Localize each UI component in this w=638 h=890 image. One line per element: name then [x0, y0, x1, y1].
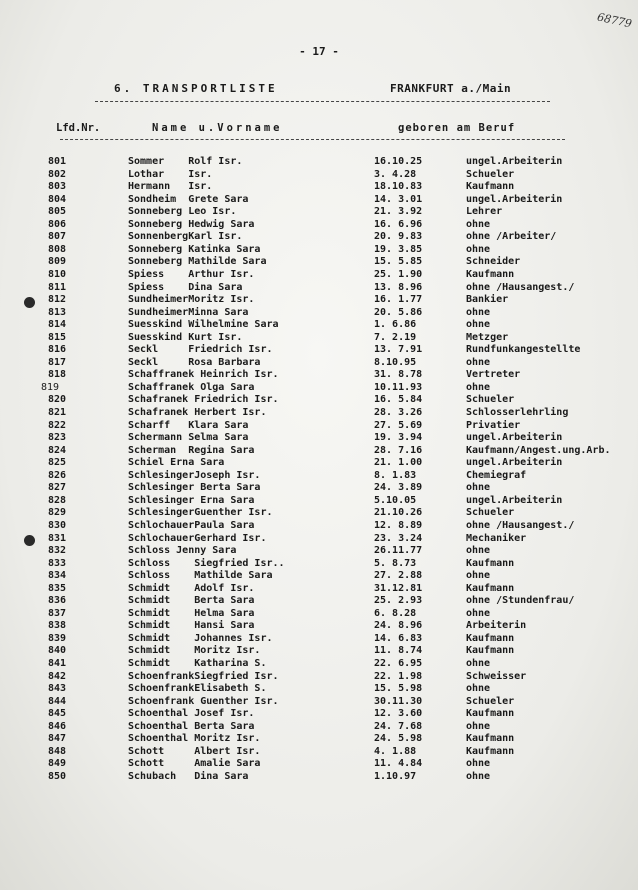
row-name: Schmidt Johannes Isr.: [128, 632, 273, 644]
row-birthdate: 19. 3.94: [374, 432, 423, 444]
row-birthdate: 23. 3.24: [374, 532, 423, 544]
row-birthdate: 15. 5.85: [374, 256, 423, 268]
table-row: [0, 482, 638, 495]
row-name: SchlesingerGuenther Isr.: [128, 507, 273, 519]
table-row: [0, 169, 638, 182]
table-row: [0, 595, 638, 608]
row-birthdate: 5.10.05: [374, 494, 417, 506]
row-number: 805: [48, 206, 67, 218]
table-row: [0, 432, 638, 445]
list-title: 6. TRANSPORTLISTE: [114, 82, 278, 95]
row-number: 841: [48, 658, 67, 669]
row-name: Schmidt Berta Sara: [128, 595, 255, 607]
table-row: [0, 683, 638, 696]
row-birthdate: 18.10.83: [374, 181, 423, 193]
row-number: 820: [48, 394, 67, 406]
column-header-name: Name u.Vorname: [152, 122, 283, 134]
table-row: [0, 244, 638, 257]
row-name: Schott Amalie Sara: [128, 758, 261, 770]
row-occupation: ohne: [466, 243, 491, 255]
row-name: Scharff Klara Sara: [128, 419, 249, 431]
row-name: Lothar Isr.: [128, 168, 213, 180]
table-row: [0, 344, 638, 357]
table-row: [0, 708, 638, 721]
table-row: [0, 771, 638, 784]
row-occupation: ungel.Arbeiterin: [466, 457, 563, 469]
row-name: Sonneberg Katinka Sara: [128, 243, 261, 255]
row-number: 839: [48, 632, 67, 644]
row-number: 821: [48, 407, 67, 418]
row-name: Schoenthal Berta Sara: [128, 720, 255, 732]
row-name: SchlesingerJoseph Isr.: [128, 469, 261, 481]
row-number: 808: [48, 243, 67, 255]
row-number: 842: [48, 670, 67, 682]
row-name: Schoenthal Josef Isr.: [128, 708, 255, 720]
row-number: 814: [48, 319, 67, 331]
row-name: Sonneberg Leo Isr.: [128, 206, 237, 218]
row-occupation: Rundfunkangestellte: [466, 344, 581, 356]
row-birthdate: 14. 6.83: [374, 632, 423, 644]
row-name: Schiel Erna Sara: [128, 457, 225, 469]
column-header-number: Lfd.Nr.: [56, 122, 101, 134]
list-city: FRANKFURT a./Main: [390, 82, 512, 95]
row-birthdate: 21. 1.00: [374, 457, 423, 469]
row-birthdate: 14. 3.01: [374, 193, 423, 205]
table-row: [0, 231, 638, 244]
row-name: Schaffranek Olga Sara: [128, 381, 255, 393]
row-name: Schloss Siegfried Isr..: [128, 557, 285, 569]
table-row: [0, 558, 638, 571]
row-number: 850: [48, 770, 67, 782]
table-row: [0, 533, 638, 546]
row-number: 833: [48, 557, 67, 569]
page-number: - 17 -: [299, 45, 339, 58]
row-name: Schermann Selma Sara: [128, 432, 249, 444]
table-row: [0, 583, 638, 596]
row-occupation: Kaufmann: [466, 745, 515, 757]
row-birthdate: 30.11.30: [374, 695, 423, 707]
row-occupation: Chemiegraf: [466, 469, 527, 481]
row-birthdate: 27. 2.88: [374, 570, 423, 582]
row-birthdate: 25. 2.93: [374, 595, 423, 607]
table-row: [0, 758, 638, 771]
row-number: 848: [48, 745, 67, 757]
row-birthdate: 1.10.97: [374, 770, 417, 782]
header-divider: [95, 101, 550, 102]
row-birthdate: 6. 8.28: [374, 607, 417, 619]
row-number: 809: [48, 256, 67, 268]
row-birthdate: 24. 8.96: [374, 620, 423, 632]
row-occupation: Schueler: [466, 168, 515, 180]
row-birthdate: 15. 5.98: [374, 683, 423, 695]
row-occupation: Kaufmann: [466, 582, 515, 594]
row-number: 828: [48, 494, 67, 506]
row-occupation: Bankier: [466, 294, 509, 306]
table-row: [0, 194, 638, 207]
row-birthdate: 25. 1.90: [374, 268, 423, 280]
row-birthdate: 19. 3.85: [374, 243, 423, 255]
row-number: 830: [48, 519, 67, 531]
table-row: [0, 645, 638, 658]
row-birthdate: 5. 8.73: [374, 557, 417, 569]
row-name: Spiess Arthur Isr.: [128, 268, 255, 280]
row-birthdate: 24. 3.89: [374, 482, 423, 494]
row-birthdate: 7. 2.19: [374, 331, 417, 343]
row-number: 831: [48, 532, 67, 544]
row-birthdate: 16.10.25: [374, 156, 423, 167]
row-birthdate: 12. 8.89: [374, 519, 423, 531]
row-number: 846: [48, 720, 67, 732]
row-occupation: ohne /Stundenfrau/: [466, 595, 575, 607]
table-row: [0, 256, 638, 269]
row-number: 843: [48, 683, 67, 695]
table-row: [0, 495, 638, 508]
row-number: 825: [48, 457, 67, 469]
row-name: SundheimerMinna Sara: [128, 306, 249, 318]
table-row: [0, 156, 638, 169]
table-row: [0, 620, 638, 633]
row-occupation: Schueler: [466, 507, 515, 519]
row-occupation: Arbeiterin: [466, 620, 527, 632]
row-birthdate: 21. 3.92: [374, 206, 423, 218]
row-number: 824: [48, 444, 67, 456]
row-occupation: Schlosserlehrling: [466, 407, 569, 418]
table-row: [0, 181, 638, 194]
row-birthdate: 8.10.95: [374, 356, 417, 368]
row-occupation: ohne: [466, 319, 491, 331]
row-number: 812: [48, 294, 67, 306]
table-row: [0, 357, 638, 370]
table-row: [0, 658, 638, 671]
row-number: 807: [48, 231, 67, 243]
row-birthdate: 11. 4.84: [374, 758, 423, 770]
table-row: [0, 570, 638, 583]
handwritten-archive-number: 68779: [596, 10, 633, 31]
row-birthdate: 24. 7.68: [374, 720, 423, 732]
table-row: [0, 394, 638, 407]
row-occupation: Schneider: [466, 256, 521, 268]
row-birthdate: 8. 1.83: [374, 469, 417, 481]
row-name: Suesskind Wilhelmine Sara: [128, 319, 279, 331]
row-number: 837: [48, 607, 67, 619]
row-birthdate: 31. 8.78: [374, 369, 423, 381]
row-name: SchlochauerPaula Sara: [128, 519, 255, 531]
row-name: Schmidt Adolf Isr.: [128, 582, 255, 594]
row-number: 804: [48, 193, 67, 205]
row-name: SchoenfrankSiegfried Isr.: [128, 670, 279, 682]
row-birthdate: 12. 3.60: [374, 708, 423, 720]
row-number: 819: [41, 381, 60, 393]
table-row: [0, 307, 638, 320]
row-occupation: ohne /Arbeiter/: [466, 231, 557, 243]
row-name: SundheimerMoritz Isr.: [128, 294, 255, 306]
row-birthdate: 20. 9.83: [374, 231, 423, 243]
row-occupation: Vertreter: [466, 369, 521, 381]
row-occupation: Kaufmann: [466, 708, 515, 720]
row-number: 826: [48, 469, 67, 481]
column-header-divider: [60, 139, 565, 140]
row-name: Sonneberg Mathilde Sara: [128, 256, 267, 268]
row-occupation: ohne: [466, 482, 491, 494]
row-occupation: ohne: [466, 720, 491, 732]
table-row: [0, 269, 638, 282]
row-name: Schafranek Herbert Isr.: [128, 407, 267, 418]
row-name: Schmidt Moritz Isr.: [128, 645, 261, 657]
row-occupation: ohne /Hausangest./: [466, 281, 575, 293]
row-number: 836: [48, 595, 67, 607]
row-birthdate: 11. 8.74: [374, 645, 423, 657]
row-number: 815: [48, 331, 67, 343]
row-occupation: Schweisser: [466, 670, 527, 682]
row-name: Schloss Mathilde Sara: [128, 570, 273, 582]
row-birthdate: 16. 6.96: [374, 218, 423, 230]
row-occupation: Kaufmann: [466, 632, 515, 644]
row-birthdate: 13. 7.91: [374, 344, 423, 356]
table-row: [0, 282, 638, 295]
row-name: Schaffranek Heinrich Isr.: [128, 369, 279, 381]
table-row: [0, 369, 638, 382]
row-occupation: Kaufmann: [466, 645, 515, 657]
row-birthdate: 28. 3.26: [374, 407, 423, 418]
table-row: [0, 319, 638, 332]
table-row: [0, 420, 638, 433]
table-row: [0, 470, 638, 483]
row-number: 811: [48, 281, 67, 293]
row-occupation: ohne: [466, 607, 491, 619]
row-number: 832: [48, 545, 67, 557]
row-birthdate: 1. 6.86: [374, 319, 417, 331]
row-birthdate: 13. 8.96: [374, 281, 423, 293]
table-row: [0, 520, 638, 533]
row-name: Spiess Dina Sara: [128, 281, 243, 293]
table-row: [0, 733, 638, 746]
row-number: 827: [48, 482, 67, 494]
row-occupation: ohne: [466, 381, 491, 393]
row-number: 818: [48, 369, 67, 381]
row-number: 847: [48, 733, 67, 745]
row-name: SonnenbergKarl Isr.: [128, 231, 243, 243]
row-occupation: Kaufmann: [466, 733, 515, 745]
row-occupation: Kaufmann: [466, 181, 515, 193]
row-occupation: Schueler: [466, 695, 515, 707]
row-number: 803: [48, 181, 67, 193]
row-occupation: Kaufmann: [466, 557, 515, 569]
row-number: 835: [48, 582, 67, 594]
table-row: [0, 206, 638, 219]
row-occupation: ungel.Arbeiterin: [466, 432, 563, 444]
row-occupation: ungel.Arbeiterin: [466, 156, 563, 167]
row-occupation: ohne: [466, 770, 491, 782]
row-occupation: Privatier: [466, 419, 521, 431]
row-name: Schoenfrank Guenther Isr.: [128, 695, 279, 707]
row-birthdate: 4. 1.88: [374, 745, 417, 757]
table-row: [0, 457, 638, 470]
row-name: Schmidt Hansi Sara: [128, 620, 255, 632]
table-row: [0, 332, 638, 345]
table-row: [0, 382, 638, 395]
row-name: Schlesinger Berta Sara: [128, 482, 261, 494]
row-name: SchoenfrankElisabeth S.: [128, 683, 267, 695]
row-number: 802: [48, 168, 67, 180]
row-number: 840: [48, 645, 67, 657]
row-birthdate: 20. 5.86: [374, 306, 423, 318]
table-row: [0, 721, 638, 734]
table-row: [0, 633, 638, 646]
table-row: [0, 294, 638, 307]
row-birthdate: 28. 7.16: [374, 444, 423, 456]
row-name: Schoenthal Moritz Isr.: [128, 733, 261, 745]
row-birthdate: 26.11.77: [374, 545, 423, 557]
row-occupation: Kaufmann/Angest.ung.Arb.: [466, 444, 611, 456]
row-birthdate: 22. 1.98: [374, 670, 423, 682]
row-occupation: Mechaniker: [466, 532, 527, 544]
row-birthdate: 31.12.81: [374, 582, 423, 594]
table-row: [0, 545, 638, 558]
row-occupation: ohne /Hausangest./: [466, 519, 575, 531]
row-name: Schott Albert Isr.: [128, 745, 261, 757]
table-row: [0, 507, 638, 520]
row-name: Schubach Dina Sara: [128, 770, 249, 782]
row-name: Suesskind Kurt Isr.: [128, 331, 243, 343]
row-name: Seckl Rosa Barbara: [128, 356, 261, 368]
row-birthdate: 10.11.93: [374, 381, 423, 393]
row-occupation: ohne: [466, 658, 491, 669]
row-number: 822: [48, 419, 67, 431]
row-occupation: ohne: [466, 545, 491, 557]
row-name: Sondheim Grete Sara: [128, 193, 249, 205]
table-row: [0, 608, 638, 621]
row-number: 816: [48, 344, 67, 356]
row-occupation: Kaufmann: [466, 268, 515, 280]
row-occupation: Metzger: [466, 331, 509, 343]
row-occupation: ohne: [466, 758, 491, 770]
table-row: [0, 407, 638, 420]
row-number: 845: [48, 708, 67, 720]
row-name: Hermann Isr.: [128, 181, 213, 193]
row-name: Schmidt Helma Sara: [128, 607, 255, 619]
row-birthdate: 16. 1.77: [374, 294, 423, 306]
row-birthdate: 3. 4.28: [374, 168, 417, 180]
row-number: 813: [48, 306, 67, 318]
row-name: SchlochauerGerhard Isr.: [128, 532, 267, 544]
row-name: Schmidt Katharina S.: [128, 658, 267, 669]
row-occupation: ohne: [466, 306, 491, 318]
row-name: Schlesinger Erna Sara: [128, 494, 255, 506]
row-number: 838: [48, 620, 67, 632]
row-number: 829: [48, 507, 67, 519]
row-number: 849: [48, 758, 67, 770]
table-row: [0, 696, 638, 709]
row-occupation: ohne: [466, 218, 491, 230]
row-birthdate: 27. 5.69: [374, 419, 423, 431]
row-number: 806: [48, 218, 67, 230]
row-name: Sonneberg Hedwig Sara: [128, 218, 255, 230]
row-birthdate: 16. 5.84: [374, 394, 423, 406]
row-number: 823: [48, 432, 67, 444]
row-name: Sommer Rolf Isr.: [128, 156, 243, 167]
row-occupation: ungel.Arbeiterin: [466, 193, 563, 205]
table-row: [0, 219, 638, 232]
column-header-born-job: geboren am Beruf: [398, 122, 516, 134]
table-row: [0, 445, 638, 458]
row-number: 810: [48, 268, 67, 280]
row-birthdate: 21.10.26: [374, 507, 423, 519]
row-birthdate: 24. 5.98: [374, 733, 423, 745]
row-occupation: ohne: [466, 570, 491, 582]
row-number: 817: [48, 356, 67, 368]
row-occupation: Lehrer: [466, 206, 503, 218]
row-name: Seckl Friedrich Isr.: [128, 344, 273, 356]
row-name: Scherman Regina Sara: [128, 444, 255, 456]
table-row: [0, 671, 638, 684]
row-number: 834: [48, 570, 67, 582]
row-occupation: ohne: [466, 683, 491, 695]
row-occupation: Schueler: [466, 394, 515, 406]
row-name: Schloss Jenny Sara: [128, 545, 237, 557]
table-row: [0, 746, 638, 759]
row-name: Schafranek Friedrich Isr.: [128, 394, 279, 406]
row-occupation: ungel.Arbeiterin: [466, 494, 563, 506]
row-occupation: ohne: [466, 356, 491, 368]
row-number: 801: [48, 156, 67, 167]
row-birthdate: 22. 6.95: [374, 658, 423, 669]
row-number: 844: [48, 695, 67, 707]
